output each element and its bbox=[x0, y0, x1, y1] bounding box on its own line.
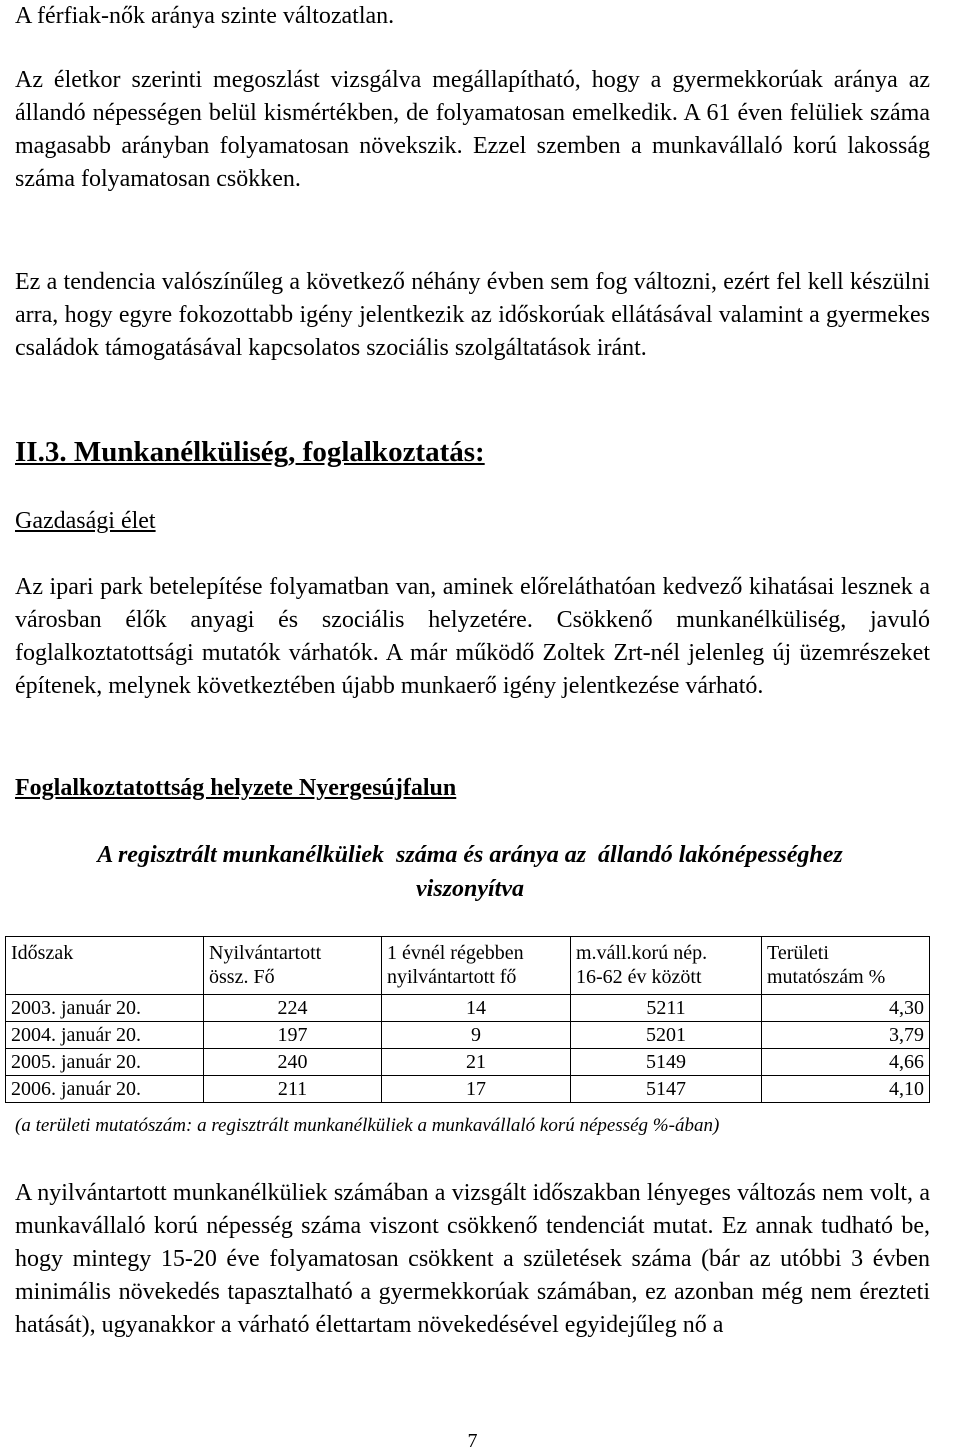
cell-rate: 4,10 bbox=[762, 1076, 930, 1103]
cell-working-age: 5211 bbox=[571, 995, 762, 1022]
paragraph-economy: Az ipari park betelepítése folyamatban van, aminek előreláthatóan kedvező kihatásai lesznek a városban élők anyagi és szociális helyzetére. Csökkenő munkanélküliség, javuló foglalkoztatottsági mutatók várhatók. A már működő Zoltek Zrt-nél jelenleg új üzemrészeket építenek, melynek következtében újabb munkaerő igény jelentkezése várható. bbox=[15, 574, 930, 699]
cell-rate: 4,30 bbox=[762, 995, 930, 1022]
cell-registered: 197 bbox=[204, 1022, 382, 1049]
cell-working-age: 5147 bbox=[571, 1076, 762, 1103]
table-title-line-2: viszonyítva bbox=[416, 876, 524, 902]
table-note: (a területi mutatószám: a regisztrált munkanélküliek a munkavállaló korú népesség %-ában) bbox=[15, 1115, 720, 1136]
header-cell-rate: Területi mutatószám % bbox=[762, 937, 930, 995]
cell-period: 2003. január 20. bbox=[6, 995, 204, 1022]
cell-registered: 240 bbox=[204, 1049, 382, 1076]
cell-period: 2004. január 20. bbox=[6, 1022, 204, 1049]
page-number: 7 bbox=[467, 1430, 478, 1452]
cell-long-term: 17 bbox=[382, 1076, 571, 1103]
header-cell-long-term: 1 évnél régebben nyilvántartott fő bbox=[382, 937, 571, 995]
paragraph-age-distribution: Az életkor szerinti megoszlást vizsgálva megállapítható, hogy a gyermekkorúak aránya az állandó népességen belül kismértékben, de folyamatosan emelkedik. A 61 éven felüliek száma magasabb arányban folyamatosan növekszik. Ezzel szemben a munkavállaló korú lakosság száma folyamatosan csökken. bbox=[15, 67, 930, 192]
cell-registered: 211 bbox=[204, 1076, 382, 1103]
cell-registered: 224 bbox=[204, 995, 382, 1022]
subheading-employment: Foglalkoztatottság helyzete Nyergesújfalun bbox=[15, 775, 457, 801]
cell-rate: 4,66 bbox=[762, 1049, 930, 1076]
cell-long-term: 9 bbox=[382, 1022, 571, 1049]
table-row bbox=[6, 1076, 930, 1103]
unemployment-table bbox=[5, 936, 930, 1103]
cell-long-term: 14 bbox=[382, 995, 571, 1022]
header-cell-registered: Nyilvántartott össz. Fő bbox=[204, 937, 382, 995]
intro-line: A férfiak-nők aránya szinte változatlan. bbox=[15, 3, 395, 29]
paragraph-closing: A nyilvántartott munkanélküliek számában a vizsgált időszakban lényeges változás nem volt, a munkavállaló korú népesség száma viszont csökkenő tendenciát mutat. Ez annak tudható be, hogy mintegy 15-20 éve folyamatosan csökkent a születések száma (bár az utóbbi 3 évben minimális növekedés tapasztalható a gyermekkorúak számában, ez azonban még nem érezteti hatását), ugyanakkor a várható élettartam növekedésével egyidejűleg nő a bbox=[15, 1180, 930, 1338]
cell-rate: 3,79 bbox=[762, 1022, 930, 1049]
cell-working-age: 5201 bbox=[571, 1022, 762, 1049]
table-header-row bbox=[6, 937, 930, 995]
header-cell-working-age: m.váll.korú nép. 16-62 év között bbox=[571, 937, 762, 995]
table-row bbox=[6, 995, 930, 1022]
section-heading: II.3. Munkanélküliség, foglalkoztatás: bbox=[15, 436, 485, 468]
paragraph-trend: Ez a tendencia valószínűleg a következő néhány évben sem fog változni, ezért fel kell készülni arra, hogy egyre fokozottabb igény jelentkezik az időskorúak ellátásával valamint a gyermekes családok támogatásával kapcsolatos szociális szolgáltatások iránt. bbox=[15, 269, 930, 361]
table-title bbox=[0, 838, 940, 906]
cell-working-age: 5149 bbox=[571, 1049, 762, 1076]
cell-long-term: 21 bbox=[382, 1049, 571, 1076]
cell-period: 2006. január 20. bbox=[6, 1076, 204, 1103]
subheading-economy: Gazdasági élet bbox=[15, 508, 156, 534]
cell-period: 2005. január 20. bbox=[6, 1049, 204, 1076]
table-title-line-1: A regisztrált munkanélküliek száma és aránya az állandó lakónépességhez bbox=[97, 842, 843, 868]
table-row bbox=[6, 1022, 930, 1049]
header-cell-period: Időszak bbox=[6, 937, 204, 995]
table-row bbox=[6, 1049, 930, 1076]
